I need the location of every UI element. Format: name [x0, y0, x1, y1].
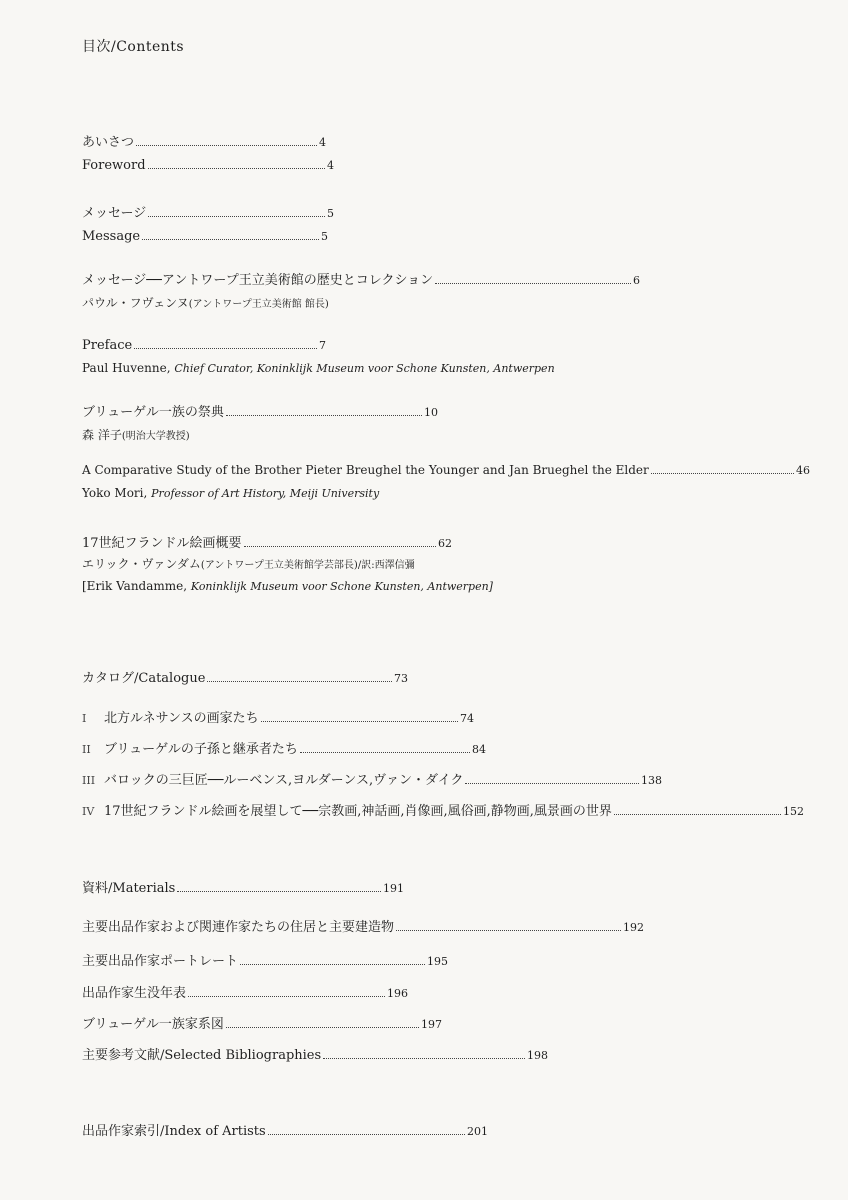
- chapter-number: II: [82, 743, 91, 756]
- toc-entry[interactable]: [82, 919, 644, 937]
- entry-title: 北方ルネサンスの画家たち: [104, 711, 259, 726]
- entry-title: バロックの三巨匠──ルーベンス,ヨルダーンス,ヴァン・ダイク: [104, 773, 464, 788]
- page-number: 192: [623, 921, 644, 934]
- leader-dots: [188, 995, 385, 997]
- entry-title: 17世紀フランドル絵画を展望して──宗教画,神話画,肖像画,風俗画,静物画,風景画の世界: [104, 804, 612, 819]
- entry-title: ブリューゲル一族家系図: [82, 1017, 224, 1032]
- page-number: 195: [427, 955, 448, 968]
- leader-dots: [614, 813, 781, 815]
- toc-entry[interactable]: [82, 710, 474, 728]
- author-affiliation-en: Koninklijk Museum voor Schone Kunsten, Antwerpen]: [190, 580, 493, 593]
- entry-title: あいさつ: [82, 135, 135, 150]
- toc-entry[interactable]: [82, 1123, 488, 1141]
- chapter-number: III: [82, 774, 96, 787]
- author-name: 森 洋子: [82, 428, 122, 442]
- page-number: 62: [438, 537, 452, 550]
- page-number: 138: [641, 774, 662, 787]
- entry-title: Foreword: [82, 158, 146, 173]
- page-number: 196: [387, 987, 408, 1000]
- toc-entry[interactable]: [82, 205, 334, 223]
- author-affiliation: (明治大学教授): [121, 431, 190, 442]
- author-affiliation: (アントワープ王立美術館 館長): [188, 299, 329, 310]
- leader-dots: [651, 472, 794, 474]
- toc-entry[interactable]: [82, 272, 640, 314]
- entry-title: 主要出品作家および関連作家たちの住居と主要建造物: [82, 920, 395, 935]
- leader-dots: [300, 751, 470, 753]
- entry-title: 出品作家生没年表: [82, 986, 187, 1001]
- leader-dots: [226, 1026, 419, 1028]
- leader-dots: [134, 347, 317, 349]
- toc-entry[interactable]: [82, 1047, 548, 1065]
- translator: /訳:西澤信彌: [357, 560, 415, 571]
- entry-title: 主要出品作家ポートレート: [82, 954, 239, 969]
- entry-title: カタログ/Catalogue: [82, 671, 206, 686]
- page-number: 6: [633, 274, 640, 287]
- leader-dots: [136, 144, 317, 146]
- author-name: Paul Huvenne,: [82, 361, 171, 375]
- toc-entry[interactable]: [82, 985, 408, 1003]
- toc-entry[interactable]: [82, 741, 486, 759]
- chapter-number: I: [82, 712, 87, 725]
- page-number: 4: [319, 136, 326, 149]
- leader-dots: [207, 680, 392, 682]
- entry-title: メッセージ: [82, 206, 147, 221]
- leader-dots: [465, 782, 639, 784]
- page-number: 46: [796, 464, 810, 477]
- toc-entry[interactable]: [82, 157, 334, 175]
- toc-entry[interactable]: [82, 404, 438, 446]
- page-title: 目次/Contents: [82, 39, 185, 55]
- entry-title: 出品作家索引/Index of Artists: [82, 1124, 266, 1139]
- page-number: 201: [467, 1125, 488, 1138]
- leader-dots: [177, 890, 381, 892]
- leader-dots: [261, 720, 458, 722]
- toc-entry[interactable]: [82, 134, 326, 152]
- page-number: 73: [394, 672, 408, 685]
- page-number: 197: [421, 1018, 442, 1031]
- page-number: 191: [383, 882, 404, 895]
- page-number: 10: [424, 406, 438, 419]
- entry-title: 資料/Materials: [82, 881, 176, 896]
- toc-entry[interactable]: [82, 880, 404, 898]
- entry-title: 主要参考文献/Selected Bibliographies: [82, 1048, 322, 1063]
- author-name: パウル・フヴェンヌ: [82, 296, 189, 310]
- page-number: 5: [321, 230, 328, 243]
- entry-title: ブリューゲル一族の祭典: [82, 405, 224, 420]
- page-number: 4: [327, 159, 334, 172]
- leader-dots: [435, 282, 631, 284]
- entry-title: 17世紀フランドル絵画概要: [82, 536, 242, 551]
- page-number: 198: [527, 1049, 548, 1062]
- leader-dots: [244, 545, 436, 547]
- page-number: 84: [472, 743, 486, 756]
- toc-entry[interactable]: [82, 337, 555, 378]
- leader-dots: [148, 167, 325, 169]
- toc-entry[interactable]: [82, 670, 408, 688]
- entry-title: Preface: [82, 338, 133, 353]
- entry-title: Message: [82, 229, 141, 244]
- leader-dots: [396, 929, 621, 931]
- leader-dots: [240, 963, 425, 965]
- author-name: Yoko Mori,: [82, 486, 148, 500]
- toc-entry[interactable]: [82, 461, 810, 503]
- chapter-number: IV: [82, 805, 95, 818]
- leader-dots: [142, 238, 319, 240]
- page-number: 5: [327, 207, 334, 220]
- entry-title: A Comparative Study of the Brother Pieter Breughel the Younger and Jan Brueghel the Elder: [82, 463, 649, 477]
- author-name-en: [Erik Vandamme,: [82, 579, 188, 593]
- leader-dots: [148, 215, 325, 217]
- toc-entry[interactable]: [82, 772, 662, 790]
- entry-title: ブリューゲルの子孫と継承者たち: [104, 742, 298, 757]
- toc-entry[interactable]: [82, 535, 493, 596]
- entry-title: メッセージ──アントワープ王立美術館の歴史とコレクション: [82, 273, 434, 288]
- toc-entry[interactable]: [82, 228, 328, 246]
- leader-dots: [268, 1133, 465, 1135]
- page-number: 74: [460, 712, 474, 725]
- page-number: 7: [319, 339, 326, 352]
- toc-entry[interactable]: [82, 1016, 442, 1034]
- page-number: 152: [783, 805, 804, 818]
- toc-entry[interactable]: [82, 953, 448, 971]
- author-affiliation: Professor of Art History, Meiji University: [151, 487, 380, 500]
- author-affiliation: (アントワープ王立美術館学芸部長): [200, 560, 358, 571]
- leader-dots: [226, 414, 422, 416]
- author-name: エリック・ヴァンダム: [82, 557, 201, 571]
- author-affiliation: Chief Curator, Koninklijk Museum voor Schone Kunsten, Antwerpen: [174, 362, 555, 375]
- toc-entry[interactable]: [82, 803, 804, 821]
- leader-dots: [323, 1057, 525, 1059]
